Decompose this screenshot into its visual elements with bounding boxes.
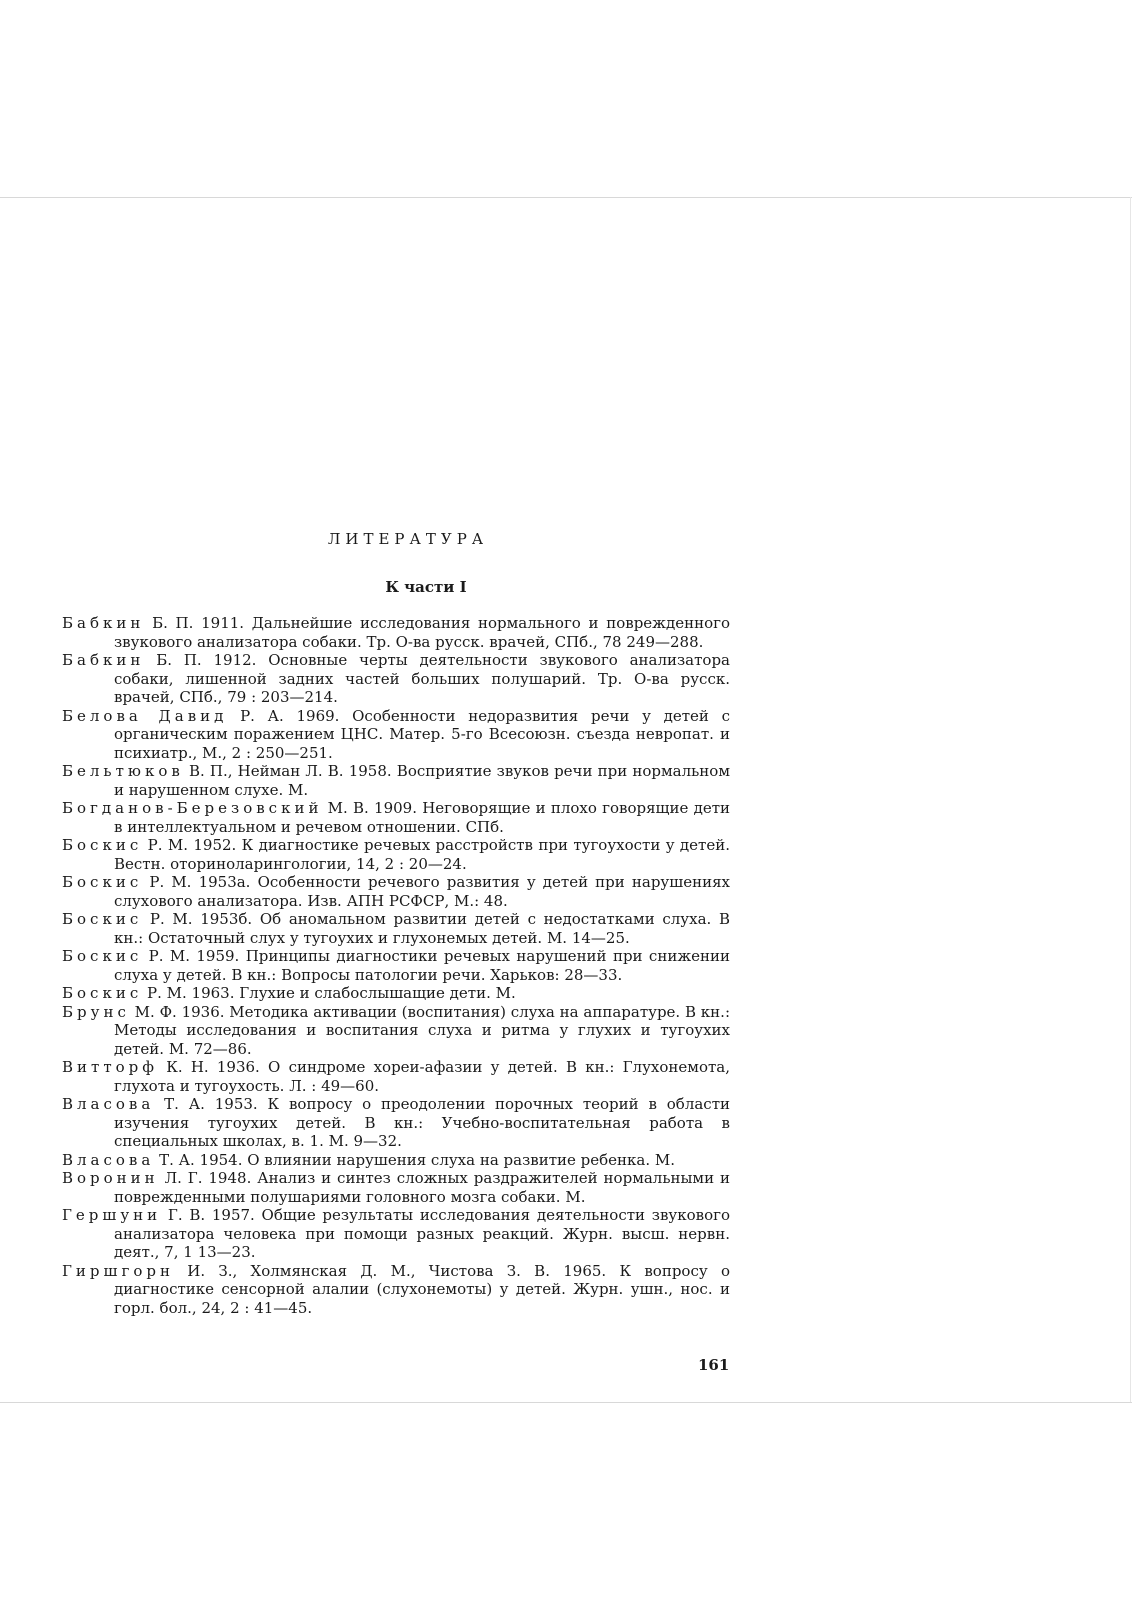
- reference-text: Г. В. 1957. Общие результаты исследования деятельности звукового анализатора человека при помощи разных реакций. Журн. высш. нервн. деят., 7, 1 13—23.: [114, 1206, 730, 1261]
- reference-text: Т. А. 1954. О влиянии нарушения слуха на развитие ребенка. М.: [154, 1150, 676, 1169]
- reference-text: Р. М. 1952. К диагностике речевых расстройств при тугоухости у детей. Вестн. оториноларингологии, 14, 2 : 20—24.: [114, 836, 730, 873]
- section-title: ЛИТЕРАТУРА: [327, 530, 489, 548]
- scan-bottom-edge: [0, 1402, 1132, 1403]
- reference-entry: [62, 910, 730, 947]
- reference-entry: [62, 1058, 730, 1095]
- reference-entry: [62, 1206, 730, 1262]
- reference-text: Р. М. 1959. Принципы диагностики речевых нарушений при снижении слуха у детей. В кн.: Вопросы патологии речи. Харьков: 28—33.: [114, 947, 730, 984]
- reference-text: Р. М. 1963. Глухие и слабослышащие дети. М.: [142, 984, 516, 1002]
- reference-entry: [62, 1151, 730, 1170]
- reference-author: Боскис: [62, 910, 143, 928]
- reference-entry: [62, 1095, 730, 1151]
- book-page: [62, 530, 730, 1317]
- reference-entry: [62, 799, 730, 836]
- reference-entry: [62, 984, 730, 1003]
- reference-author: Боскис: [62, 873, 143, 891]
- reference-text: И. З., Холмянская Д. М., Чистова З. В. 1965. К вопросу о диагностике сенсорной алалии (слухонемоты) у детей. Журн. ушн., нос. и горл. бол., 24, 2 : 41—45.: [114, 1261, 730, 1317]
- reference-author: Богданов-Березовский: [62, 799, 323, 817]
- reference-author: Гиршгорн: [62, 1261, 174, 1280]
- scan-top-edge: [0, 197, 1132, 198]
- reference-author: Боскис: [62, 836, 143, 854]
- page-number: 161: [698, 1356, 730, 1374]
- reference-author: Власова: [62, 1095, 155, 1113]
- reference-text: Б. П. 1911. Дальнейшие исследования нормального и поврежденного звукового анализатора собаки. Тр. О-ва русск. врачей, СПб., 78 249—288.: [114, 614, 730, 651]
- reference-author: Бабкин: [62, 614, 145, 632]
- reference-author: Белова Давид: [62, 706, 228, 725]
- reference-entry: [62, 762, 730, 799]
- reference-author: Бабкин: [62, 651, 145, 669]
- reference-entry: [62, 1262, 730, 1318]
- reference-text: Т. А. 1953. К вопросу о преодолении порочных теорий в области изучения тугоухих детей. В кн.: Учебно-воспитательная работа в специальных школах, в. 1. М. 9—32.: [114, 1095, 730, 1150]
- reference-author: Брунс: [62, 1002, 130, 1021]
- reference-text: М. Ф. 1936. Методика активации (воспитания) слуха на аппаратуре. В кн.: Методы исследования и воспитания слуха и ритма у глухих и тугоухих детей. М. 72—86.: [114, 1002, 730, 1058]
- reference-entry: [62, 614, 730, 651]
- reference-text: Р. А. 1969. Особенности недоразвития речи у детей с органическим поражением ЦНС. Матер. 5-го Всесоюзн. съезда невропат. и психиатр., М., 2 : 250—251.: [114, 706, 730, 762]
- reference-author: Бельтюков: [62, 762, 184, 780]
- reference-entry: [62, 836, 730, 873]
- scan-right-edge: [1130, 197, 1131, 1402]
- reference-list: [62, 614, 730, 1317]
- reference-author: Боскис: [62, 947, 143, 965]
- section-subtitle: К части I: [385, 578, 467, 596]
- reference-text: Р. М. 1953а. Особенности речевого развития у детей при нарушениях слухового анализатора. Изв. АПН РСФСР, М.: 48.: [114, 873, 730, 910]
- reference-entry: [62, 1169, 730, 1206]
- reference-author: Воронин: [62, 1169, 159, 1187]
- reference-entry: [62, 651, 730, 707]
- reference-text: Л. Г. 1948. Анализ и синтез сложных раздражителей нормальными и поврежденными полушариями головного мозга собаки. М.: [114, 1169, 730, 1206]
- reference-author: Гершуни: [62, 1206, 162, 1224]
- reference-entry: [62, 873, 730, 910]
- reference-text: К. Н. 1936. О синдроме хореи-афазии у детей. В кн.: Глухонемота, глухота и тугоухость. Л. : 49—60.: [114, 1058, 730, 1095]
- reference-text: Б. П. 1912. Основные черты деятельности звукового анализатора собаки, лишенной задних частей больших полушарий. Тр. О-ва русск. врачей, СПб., 79 : 203—214.: [114, 651, 730, 706]
- reference-text: М. В. 1909. Неговорящие и плохо говорящие дети в интеллектуальном и речевом отношении. СПб.: [114, 799, 730, 836]
- reference-author: Власова: [62, 1150, 155, 1169]
- reference-entry: [62, 1003, 730, 1059]
- reference-entry: [62, 707, 730, 763]
- reference-text: Р. М. 1953б. Об аномальном развитии детей с недостатками слуха. В кн.: Остаточный слух у тугоухих и глухонемых детей. М. 14—25.: [114, 910, 730, 947]
- reference-author: Боскис: [62, 984, 143, 1002]
- reference-text: В. П., Нейман Л. В. 1958. Восприятие звуков речи при нормальном и нарушенном слухе. М.: [114, 762, 730, 799]
- reference-entry: [62, 947, 730, 984]
- reference-author: Витторф: [62, 1058, 158, 1076]
